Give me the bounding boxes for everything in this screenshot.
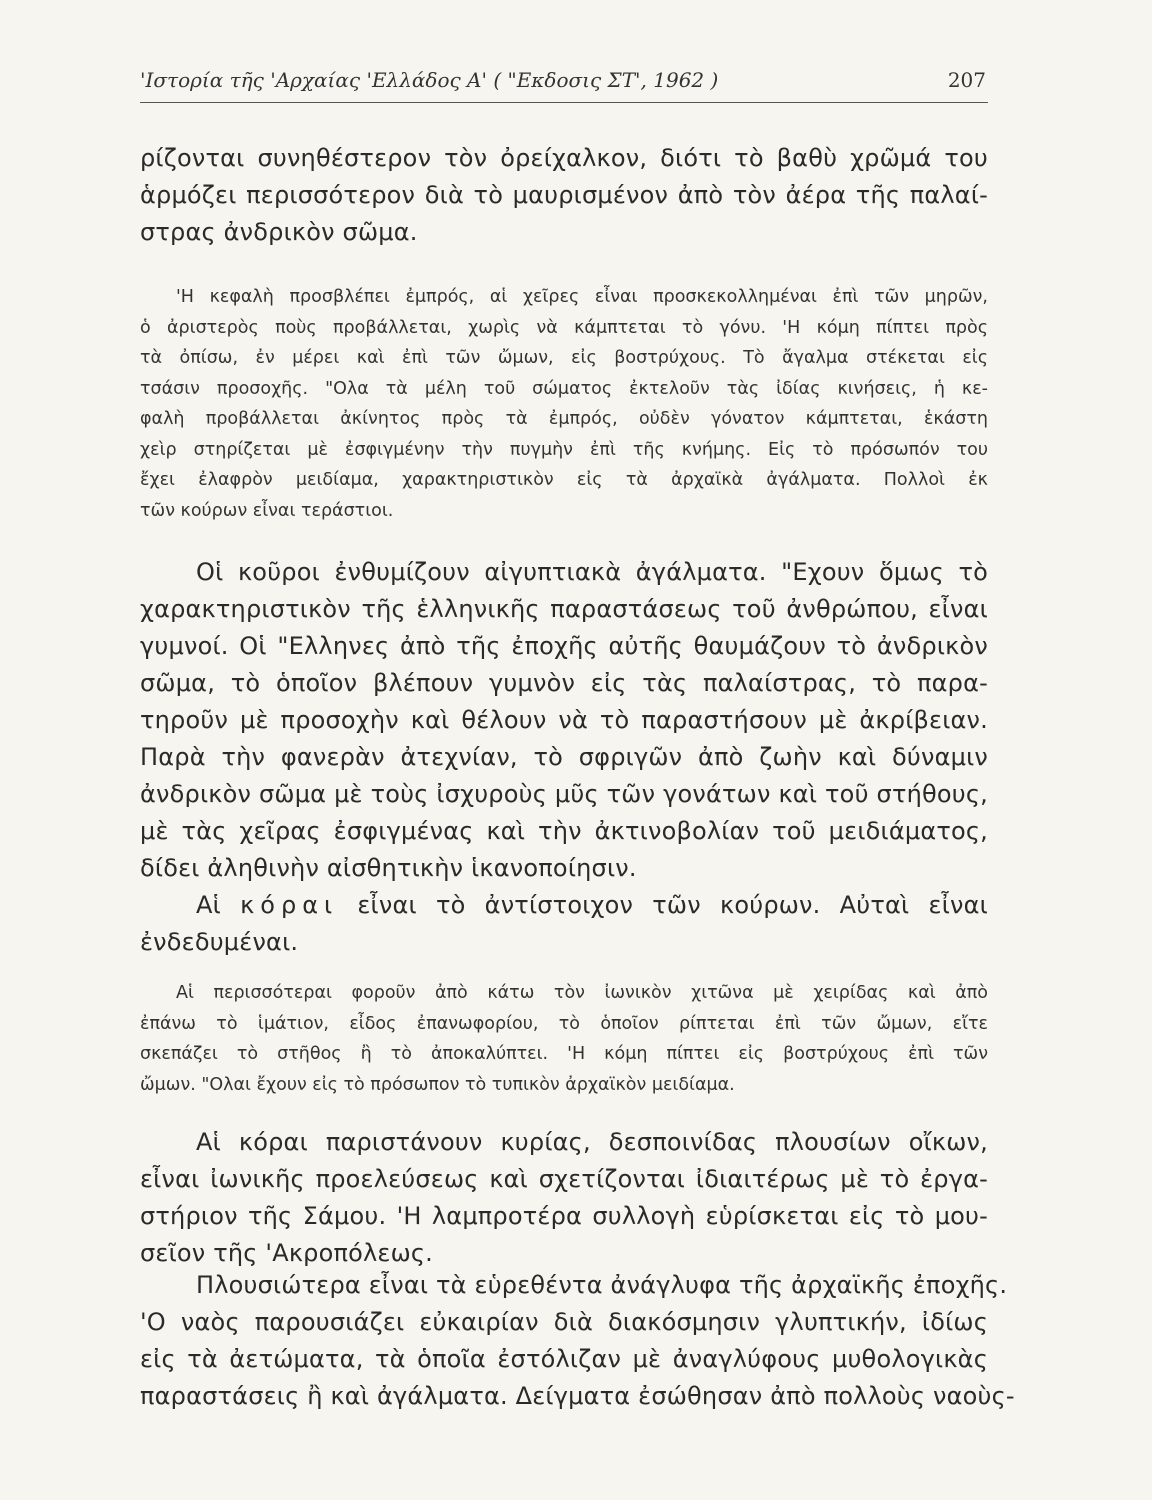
- text-line: Οἱ κοῦροι ἐνθυμίζουν αἰγυπτιακὰ ἀγάλματα. "Εχουν ὅμως τὸ: [196, 558, 988, 586]
- text-line: [140, 887, 988, 924]
- paragraph-korai: [140, 887, 988, 961]
- text-line: τηροῦν μὲ προσοχὴν καὶ θέλουν νὰ τὸ παραστήσουν μὲ ἀκρίβειαν.: [140, 706, 988, 734]
- book-title: 'Ιστορία τῆς 'Αρχαίας 'Ελλάδος Α' ( "Εκδοσις ΣΤ', 1962 ): [140, 68, 719, 92]
- text-line: 'Η κεφαλὴ προσβλέπει ἐμπρός, αἱ χεῖρες εἶναι προσκεκολλημέναι ἐπὶ τῶν μηρῶν,: [176, 287, 988, 307]
- small-print-note-kouroi: [140, 282, 988, 526]
- text-line: εἶναι ἰωνικῆς προελεύσεως καὶ σχετίζονται ἰδιαιτέρως μὲ τὸ ἐργα-: [140, 1165, 988, 1193]
- text-line: Παρὰ τὴν φανερὰν ἀτεχνίαν, τὸ σφριγῶν ἀπὸ ζωὴν καὶ δύναμιν: [140, 743, 988, 771]
- text-line: τὰ ὀπίσω, ἐν μέρει καὶ ἐπὶ τῶν ὤμων, εἰς βοστρύχους. Τὸ ἄγαλμα στέκεται εἰς: [140, 348, 988, 368]
- paragraph-korai-origin: [140, 1124, 988, 1272]
- text-line: σῶμα, τὸ ὁποῖον βλέπουν γυμνὸν εἰς τὰς παλαίστρας, τὸ παρα-: [140, 669, 988, 697]
- text-line: γυμνοί. Οἱ "Ελληνες ἀπὸ τῆς ἐποχῆς αὐτῆς θαυμάζουν τὸ ἀνδρικὸν: [140, 632, 988, 660]
- line-rest: εἶναι τὸ ἀντίστοιχον τῶν κούρων. Αὐταὶ εἶναι: [357, 891, 988, 919]
- page-number: 207: [947, 68, 986, 92]
- text-line: ἐνδεδυμέναι.: [140, 928, 299, 956]
- text-line: 'Ο ναὸς παρουσιάζει εὐκαιρίαν διὰ διακόσμησιν γλυπτικήν, ἰδίως: [140, 1308, 988, 1336]
- paragraph-continuation: [140, 140, 988, 251]
- running-header: [140, 62, 988, 103]
- text-line: στήριον τῆς Σάμου. 'Η λαμπροτέρα συλλογὴ εὑρίσκεται εἰς τὸ μου-: [140, 1202, 988, 1230]
- text-line: δίδει ἀληθινὴν αἰσθητικὴν ἱκανοποίησιν.: [140, 854, 637, 882]
- text-line: στρας ἀνδρικὸν σῶμα.: [140, 218, 418, 246]
- text-line: τῶν κούρων εἶναι τεράστιοι.: [140, 500, 394, 521]
- text-line: παραστάσεις ἢ καὶ ἀγάλματα. Δείγματα ἐσώθησαν ἀπὸ πολλοὺς ναοὺς-: [140, 1382, 1015, 1410]
- text-line: εἰς τὰ ἀετώματα, τὰ ὁποῖα ἐστόλιζαν μὲ ἀναγλύφους μυθολογικὰς: [140, 1345, 988, 1373]
- paragraph-kouroi: [140, 554, 988, 887]
- text-line: ὁ ἀριστερὸς ποὺς προβάλλεται, χωρὶς νὰ κάμπτεται τὸ γόνυ. 'Η κόμη πίπτει πρὸς: [140, 317, 988, 338]
- text-line: Αἱ κόραι παριστάνουν κυρίας, δεσποινίδας πλουσίων οἴκων,: [196, 1128, 988, 1156]
- text-line: μὲ τὰς χεῖρας ἐσφιγμένας καὶ τὴν ἀκτινοβολίαν τοῦ μειδιάματος,: [140, 817, 988, 845]
- text-line: χεὶρ στηρίζεται μὲ ἐσφιγμένην τὴν πυγμὴν ἐπὶ τῆς κνήμης. Εἰς τὸ πρόσωπόν του: [140, 439, 988, 460]
- lead-word: Αἱ: [196, 891, 221, 919]
- text-line: ρίζονται συνηθέστερον τὸν ὀρείχαλκον, διότι τὸ βαθὺ χρῶμά του: [140, 144, 988, 172]
- paragraph-reliefs: [140, 1267, 1015, 1415]
- small-print-note-korai: [140, 978, 988, 1100]
- text-line: ἀνδρικὸν σῶμα μὲ τοὺς ἰσχυροὺς μῦς τῶν γονάτων καὶ τοῦ στήθους,: [140, 780, 988, 808]
- text-line: χαρακτηριστικὸν τῆς ἑλληνικῆς παραστάσεως τοῦ ἀνθρώπου, εἶναι: [140, 595, 988, 623]
- text-line: ὤμων. "Ολαι ἔχουν εἰς τὸ πρόσωπον τὸ τυπικὸν ἀρχαϊκὸν μειδίαμα.: [140, 1074, 735, 1095]
- text-line: τσάσιν προσοχῆς. "Ολα τὰ μέλη τοῦ σώματος ἐκτελοῦν τὰς ἰδίας κινήσεις, ἡ κε-: [140, 378, 988, 399]
- text-line: ἔχει ἐλαφρὸν μειδίαμα, χαρακτηριστικὸν εἰς τὰ ἀρχαϊκὰ ἀγάλματα. Πολλοὶ ἐκ: [140, 470, 988, 490]
- text-line: Αἱ περισσότεραι φοροῦν ἀπὸ κάτω τὸν ἰωνικὸν χιτῶνα μὲ χειρίδας καὶ ἀπὸ: [176, 983, 988, 1003]
- text-line: σκεπάζει τὸ στῆθος ἢ τὸ ἀποκαλύπτει. 'Η κόμη πίπτει εἰς βοστρύχους ἐπὶ τῶν: [140, 1044, 988, 1064]
- text-line: σεῖον τῆς 'Ακροπόλεως.: [140, 1239, 433, 1267]
- emphasized-word: κόραι: [240, 891, 339, 919]
- text-line: ἐπάνω τὸ ἱμάτιον, εἶδος ἐπανωφορίου, τὸ ὁποῖον ρίπτεται ἐπὶ τῶν ὤμων, εἴτε: [140, 1013, 988, 1034]
- text-line: Πλουσιώτερα εἶναι τὰ εὑρεθέντα ἀνάγλυφα τῆς ἀρχαϊκῆς ἐποχῆς.: [196, 1271, 1008, 1299]
- text-line: φαλὴ προβάλλεται ἀκίνητος πρὸς τὰ ἐμπρός, οὐδὲν γόνατον κάμπτεται, ἑκάστη: [140, 409, 988, 429]
- text-line: ἁρμόζει περισσότερον διὰ τὸ μαυρισμένον ἀπὸ τὸν ἀέρα τῆς παλαί-: [140, 181, 988, 209]
